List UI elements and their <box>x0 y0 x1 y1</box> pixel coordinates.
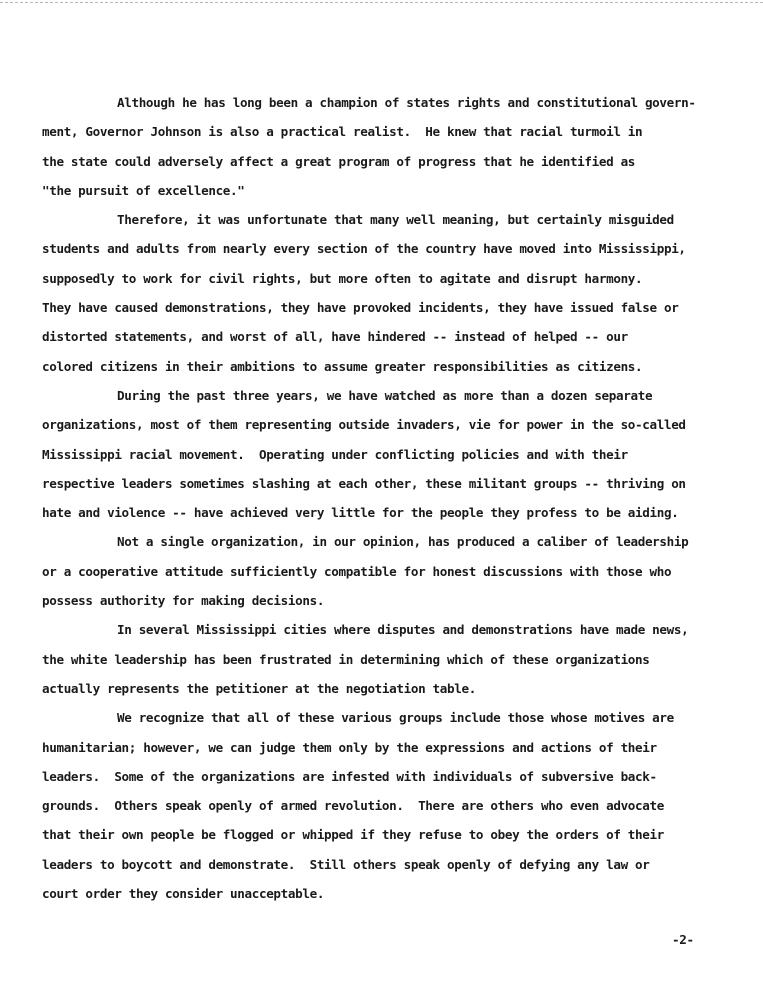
text-line: humanitarian; however, we can judge them only by the expressions and actions of their <box>42 739 657 755</box>
paragraph-1 <box>42 88 732 205</box>
paragraph-5 <box>42 615 732 703</box>
text-line: that their own people be flogged or whipped if they refuse to obey the orders of their <box>42 827 664 843</box>
document-body <box>42 88 732 908</box>
text-line: possess authority for making decisions. <box>42 593 325 609</box>
text-line: They have caused demonstrations, they have provoked incidents, they have issued false or <box>42 300 679 316</box>
text-line: grounds. Others speak openly of armed revolution. There are others who even advocate <box>42 798 664 814</box>
text-line: students and adults from nearly every section of the country have moved into Mississippi, <box>42 241 686 257</box>
page-number: -2- <box>672 932 694 947</box>
text-line: court order they consider unacceptable. <box>42 886 325 902</box>
text-line: In several Mississippi cities where disputes and demonstrations have made news, <box>117 622 689 638</box>
text-line: During the past three years, we have watched as more than a dozen separate <box>117 387 653 403</box>
paragraph-2 <box>42 205 732 381</box>
text-line: leaders. Some of the organizations are infested with individuals of subversive back- <box>42 768 657 784</box>
text-line: the state could adversely affect a great program of progress that he identified as <box>42 153 636 169</box>
text-line: supposedly to work for civil rights, but more often to agitate and disrupt harmony. <box>42 270 643 286</box>
top-edge-rule <box>0 2 763 3</box>
text-line: distorted statements, and worst of all, have hindered -- instead of helped -- our <box>42 329 628 345</box>
text-line: respective leaders sometimes slashing at each other, these militant groups -- thriving on <box>42 475 686 491</box>
text-line: leaders to boycott and demonstrate. Still others speak openly of defying any law or <box>42 856 650 872</box>
text-line: Not a single organization, in our opinion, has produced a caliber of leadership <box>117 534 689 550</box>
text-line: Therefore, it was unfortunate that many well meaning, but certainly misguided <box>117 212 674 228</box>
text-line: ment, Governor Johnson is also a practical realist. He knew that racial turmoil in <box>42 124 643 140</box>
text-line: Mississippi racial movement. Operating under conflicting policies and with their <box>42 446 628 462</box>
text-line: hate and violence -- have achieved very little for the people they profess to be aiding. <box>42 505 679 521</box>
text-line: We recognize that all of these various groups include those whose motives are <box>117 710 674 726</box>
paragraph-6 <box>42 703 732 908</box>
paragraph-4 <box>42 527 732 615</box>
text-line: Although he has long been a champion of states rights and constitutional govern- <box>117 95 696 110</box>
text-line: organizations, most of them representing outside invaders, vie for power in the so-called <box>42 417 686 433</box>
text-line: or a cooperative attitude sufficiently compatible for honest discussions with those who <box>42 563 672 579</box>
text-line: the white leadership has been frustrated in determining which of these organizations <box>42 651 650 667</box>
text-line: "the pursuit of excellence." <box>42 182 245 198</box>
text-line: colored citizens in their ambitions to assume greater responsibilities as citizens. <box>42 358 643 374</box>
text-line: actually represents the petitioner at the negotiation table. <box>42 680 476 696</box>
paragraph-3 <box>42 381 732 527</box>
